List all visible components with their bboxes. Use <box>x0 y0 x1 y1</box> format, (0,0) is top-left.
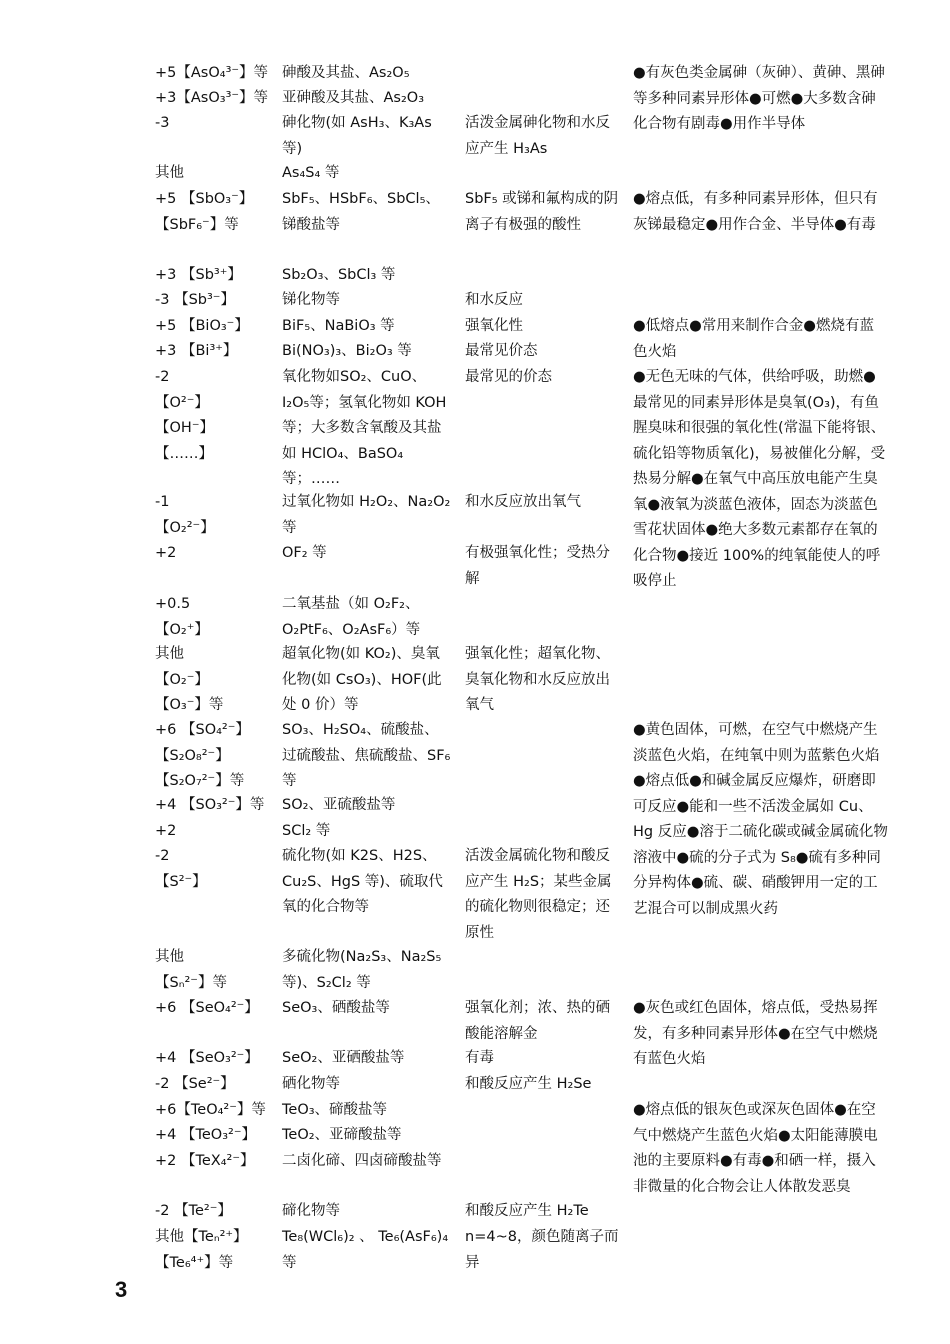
oxidation-state: +0.5 【O₂⁺】 <box>155 596 209 638</box>
compound-properties: SbF₅ 或锑和氟构成的阴离子有极强的酸性 <box>465 191 619 233</box>
compound-examples: 锑化物等 <box>282 292 340 308</box>
oxidation-state: +2 【TeX₄²⁻】 <box>155 1153 255 1169</box>
compound-properties: 有毒 <box>465 1050 494 1066</box>
compound-examples: 二卤化碲、四卤碲酸盐等 <box>282 1153 442 1169</box>
compound-properties: 和酸反应产生 H₂Se <box>465 1076 592 1092</box>
compound-examples: SO₂、亚硫酸盐等 <box>282 797 396 813</box>
oxidation-state: -3 【Sb³⁻】 <box>155 292 235 308</box>
oxidation-state: 其他 【O₂⁻】 【O₃⁻】等 <box>155 646 224 713</box>
compound-properties: 活泼金属砷化物和水反应产生 H₃As <box>465 115 610 157</box>
compound-examples: SbF₅、HSbF₆、SbCl₅、锑酸盐等 <box>282 191 440 233</box>
oxidation-state: -1 【O₂²⁻】 <box>155 494 215 536</box>
compound-examples: 二氧基盐（如 O₂F₂、O₂PtF₆、O₂AsF₆）等 <box>282 596 421 638</box>
oxidation-state: +3【AsO₃³⁻】等 <box>155 90 269 106</box>
oxidation-state: +4 【TeO₃²⁻】 <box>155 1127 256 1143</box>
compound-properties: 最常见价态 <box>465 343 538 359</box>
oxidation-state: +5 【BiO₃⁻】 <box>155 318 249 334</box>
compound-examples: SO₃、H₂SO₄、硫酸盐、过硫酸盐、焦硫酸盐、SF₆ 等 <box>282 722 451 789</box>
compound-examples: As₄S₄ 等 <box>282 165 340 181</box>
element-notes-tellurium: ●熔点低的银灰色或深灰色固体●在空气中燃烧产生蓝色火焰●太阳能薄膜电池的主要原料●有毒●和硒一样，摄入非微量的化合物会让人体散发恶臭 <box>633 1102 878 1195</box>
element-notes-antimony: ●熔点低，有多种同素异形体，但只有灰锑最稳定●用作合金、半导体●有毒 <box>633 191 878 233</box>
element-notes-sulfur: ●黄色固体，可燃，在空气中燃烧产生淡蓝色火焰，在纯氧中则为蓝紫色火焰●熔点低●和碱金属反应爆炸，研磨即可反应●能和一些不活泼金属如 Cu、Hg 反应●溶于二硫化碳或碱金属硫化物溶液中●硫的分子式为 S₈●硫有多种同分异构体●硫、碳、硝酸钾用一定的工艺混合可以制成黑火药 <box>633 722 888 917</box>
compound-properties: 和水反应放出氧气 <box>465 494 581 510</box>
oxidation-state: +4 【SO₃²⁻】等 <box>155 797 265 813</box>
compound-examples: 碲化物等 <box>282 1203 340 1219</box>
compound-properties: 和酸反应产生 H₂Te <box>465 1203 589 1219</box>
element-notes-selenium: ●灰色或红色固体，熔点低，受热易挥发，有多种同素异形体●在空气中燃烧有蓝色火焰 <box>633 1000 878 1067</box>
oxidation-state: 其他 【Sₙ²⁻】等 <box>155 949 227 991</box>
compound-examples: BiF₅、NaBiO₃ 等 <box>282 318 395 334</box>
oxidation-state: +3 【Bi³⁺】 <box>155 343 238 359</box>
compound-properties: 和水反应 <box>465 292 523 308</box>
element-notes-bismuth: ●低熔点●常用来制作合金●燃烧有蓝色火焰 <box>633 318 874 360</box>
compound-examples: TeO₃、碲酸盐等 <box>282 1102 388 1118</box>
compound-examples: OF₂ 等 <box>282 545 327 561</box>
oxidation-state: +4 【SeO₃²⁻】 <box>155 1050 259 1066</box>
compound-examples: SeO₂、亚硒酸盐等 <box>282 1050 405 1066</box>
oxidation-state: 其他【Teₙ²⁺】 【Te₆⁴⁺】等 <box>155 1229 248 1271</box>
compound-examples: 氧化物如SO₂、CuO、I₂O₅等；氢氧化物如 KOH 等；大多数含氧酸及其盐如 HClO₄、BaSO₄ 等；…… <box>282 369 447 487</box>
compound-examples: Te₈(WCl₆)₂ 、 Te₆(AsF₆)₄ 等 <box>282 1229 449 1271</box>
compound-properties: 活泼金属硫化物和酸反应产生 H₂S；某些金属的硫化物则很稳定；还原性 <box>465 848 612 941</box>
element-notes-arsenic: ●有灰色类金属砷（灰砷）、黄砷、黑砷等多种同素异形体●可燃●大多数含砷化合物有剧毒●用作半导体 <box>633 65 885 132</box>
compound-examples: SCl₂ 等 <box>282 823 331 839</box>
compound-properties: 强氧化性；超氧化物、臭氧化物和水反应放出氧气 <box>465 646 610 713</box>
compound-examples: SeO₃、硒酸盐等 <box>282 1000 390 1016</box>
oxidation-state: +5 【SbO₃⁻】 【SbF₆⁻】等 <box>155 191 254 233</box>
compound-examples: TeO₂、亚碲酸盐等 <box>282 1127 402 1143</box>
oxidation-state: -3 <box>155 115 170 131</box>
compound-examples: 硫化物(如 K2S、H2S、Cu₂S、HgS 等)、硫取代氧的化合物等 <box>282 848 443 915</box>
oxidation-state: -2 【Se²⁻】 <box>155 1076 235 1092</box>
compound-properties: 强氧化性 <box>465 318 523 334</box>
oxidation-state: 其他 <box>155 165 184 181</box>
oxidation-state: +3 【Sb³⁺】 <box>155 267 242 283</box>
element-notes-oxygen: ●无色无味的气体，供给呼吸，助燃●最常见的同素异形体是臭氧(O₃)，有鱼腥臭味和很强的氧化性(常温下能将银、硫化铅等物质氧化)，易被催化分解，受热易分解●在氧气中高压放电能产生臭氧●液氧为淡蓝色液体，固态为淡蓝色雪花状固体●绝大多数元素都存在氧的化合物●接近 100%的纯氧能使人的呼吸停止 <box>633 369 886 589</box>
oxidation-state: -2 【Te²⁻】 <box>155 1203 232 1219</box>
compound-examples: 硒化物等 <box>282 1076 340 1092</box>
oxidation-state: +6 【SO₄²⁻】 【S₂O₈²⁻】 【S₂O₇²⁻】等 <box>155 722 250 789</box>
compound-properties: 有极强氧化性；受热分解 <box>465 545 610 587</box>
compound-properties: 强氧化剂；浓、热的硒酸能溶解金 <box>465 1000 610 1042</box>
oxidation-state: +2 <box>155 545 177 561</box>
oxidation-state: +6 【SeO₄²⁻】 <box>155 1000 259 1016</box>
oxidation-state: +2 <box>155 823 177 839</box>
oxidation-state: -2 【O²⁻】 【OH⁻】 【……】 <box>155 369 214 462</box>
oxidation-state: -2 【S²⁻】 <box>155 848 207 890</box>
compound-examples: 超氧化物(如 KO₂)、臭氧化物(如 CsO₃)、HOF(此处 0 价）等 <box>282 646 442 713</box>
compound-examples: 过氧化物如 H₂O₂、Na₂O₂ 等 <box>282 494 451 536</box>
compound-examples: Bi(NO₃)₃、Bi₂O₃ 等 <box>282 343 412 359</box>
compound-examples: 亚砷酸及其盐、As₂O₃ <box>282 90 425 106</box>
compound-properties: n=4~8，颜色随离子而异 <box>465 1229 619 1271</box>
page-number: 3 <box>115 1277 128 1302</box>
compound-properties: 最常见的价态 <box>465 369 552 385</box>
compound-examples: 砷化物(如 AsH₃、K₃As 等) <box>282 115 432 157</box>
compound-examples: Sb₂O₃、SbCl₃ 等 <box>282 267 396 283</box>
compound-examples: 砷酸及其盐、As₂O₅ <box>282 65 410 81</box>
oxidation-state: +5【AsO₄³⁻】等 <box>155 65 269 81</box>
compound-examples: 多硫化物(Na₂S₃、Na₂S₅ 等)、S₂Cl₂ 等 <box>282 949 442 991</box>
oxidation-state: +6【TeO₄²⁻】等 <box>155 1102 266 1118</box>
